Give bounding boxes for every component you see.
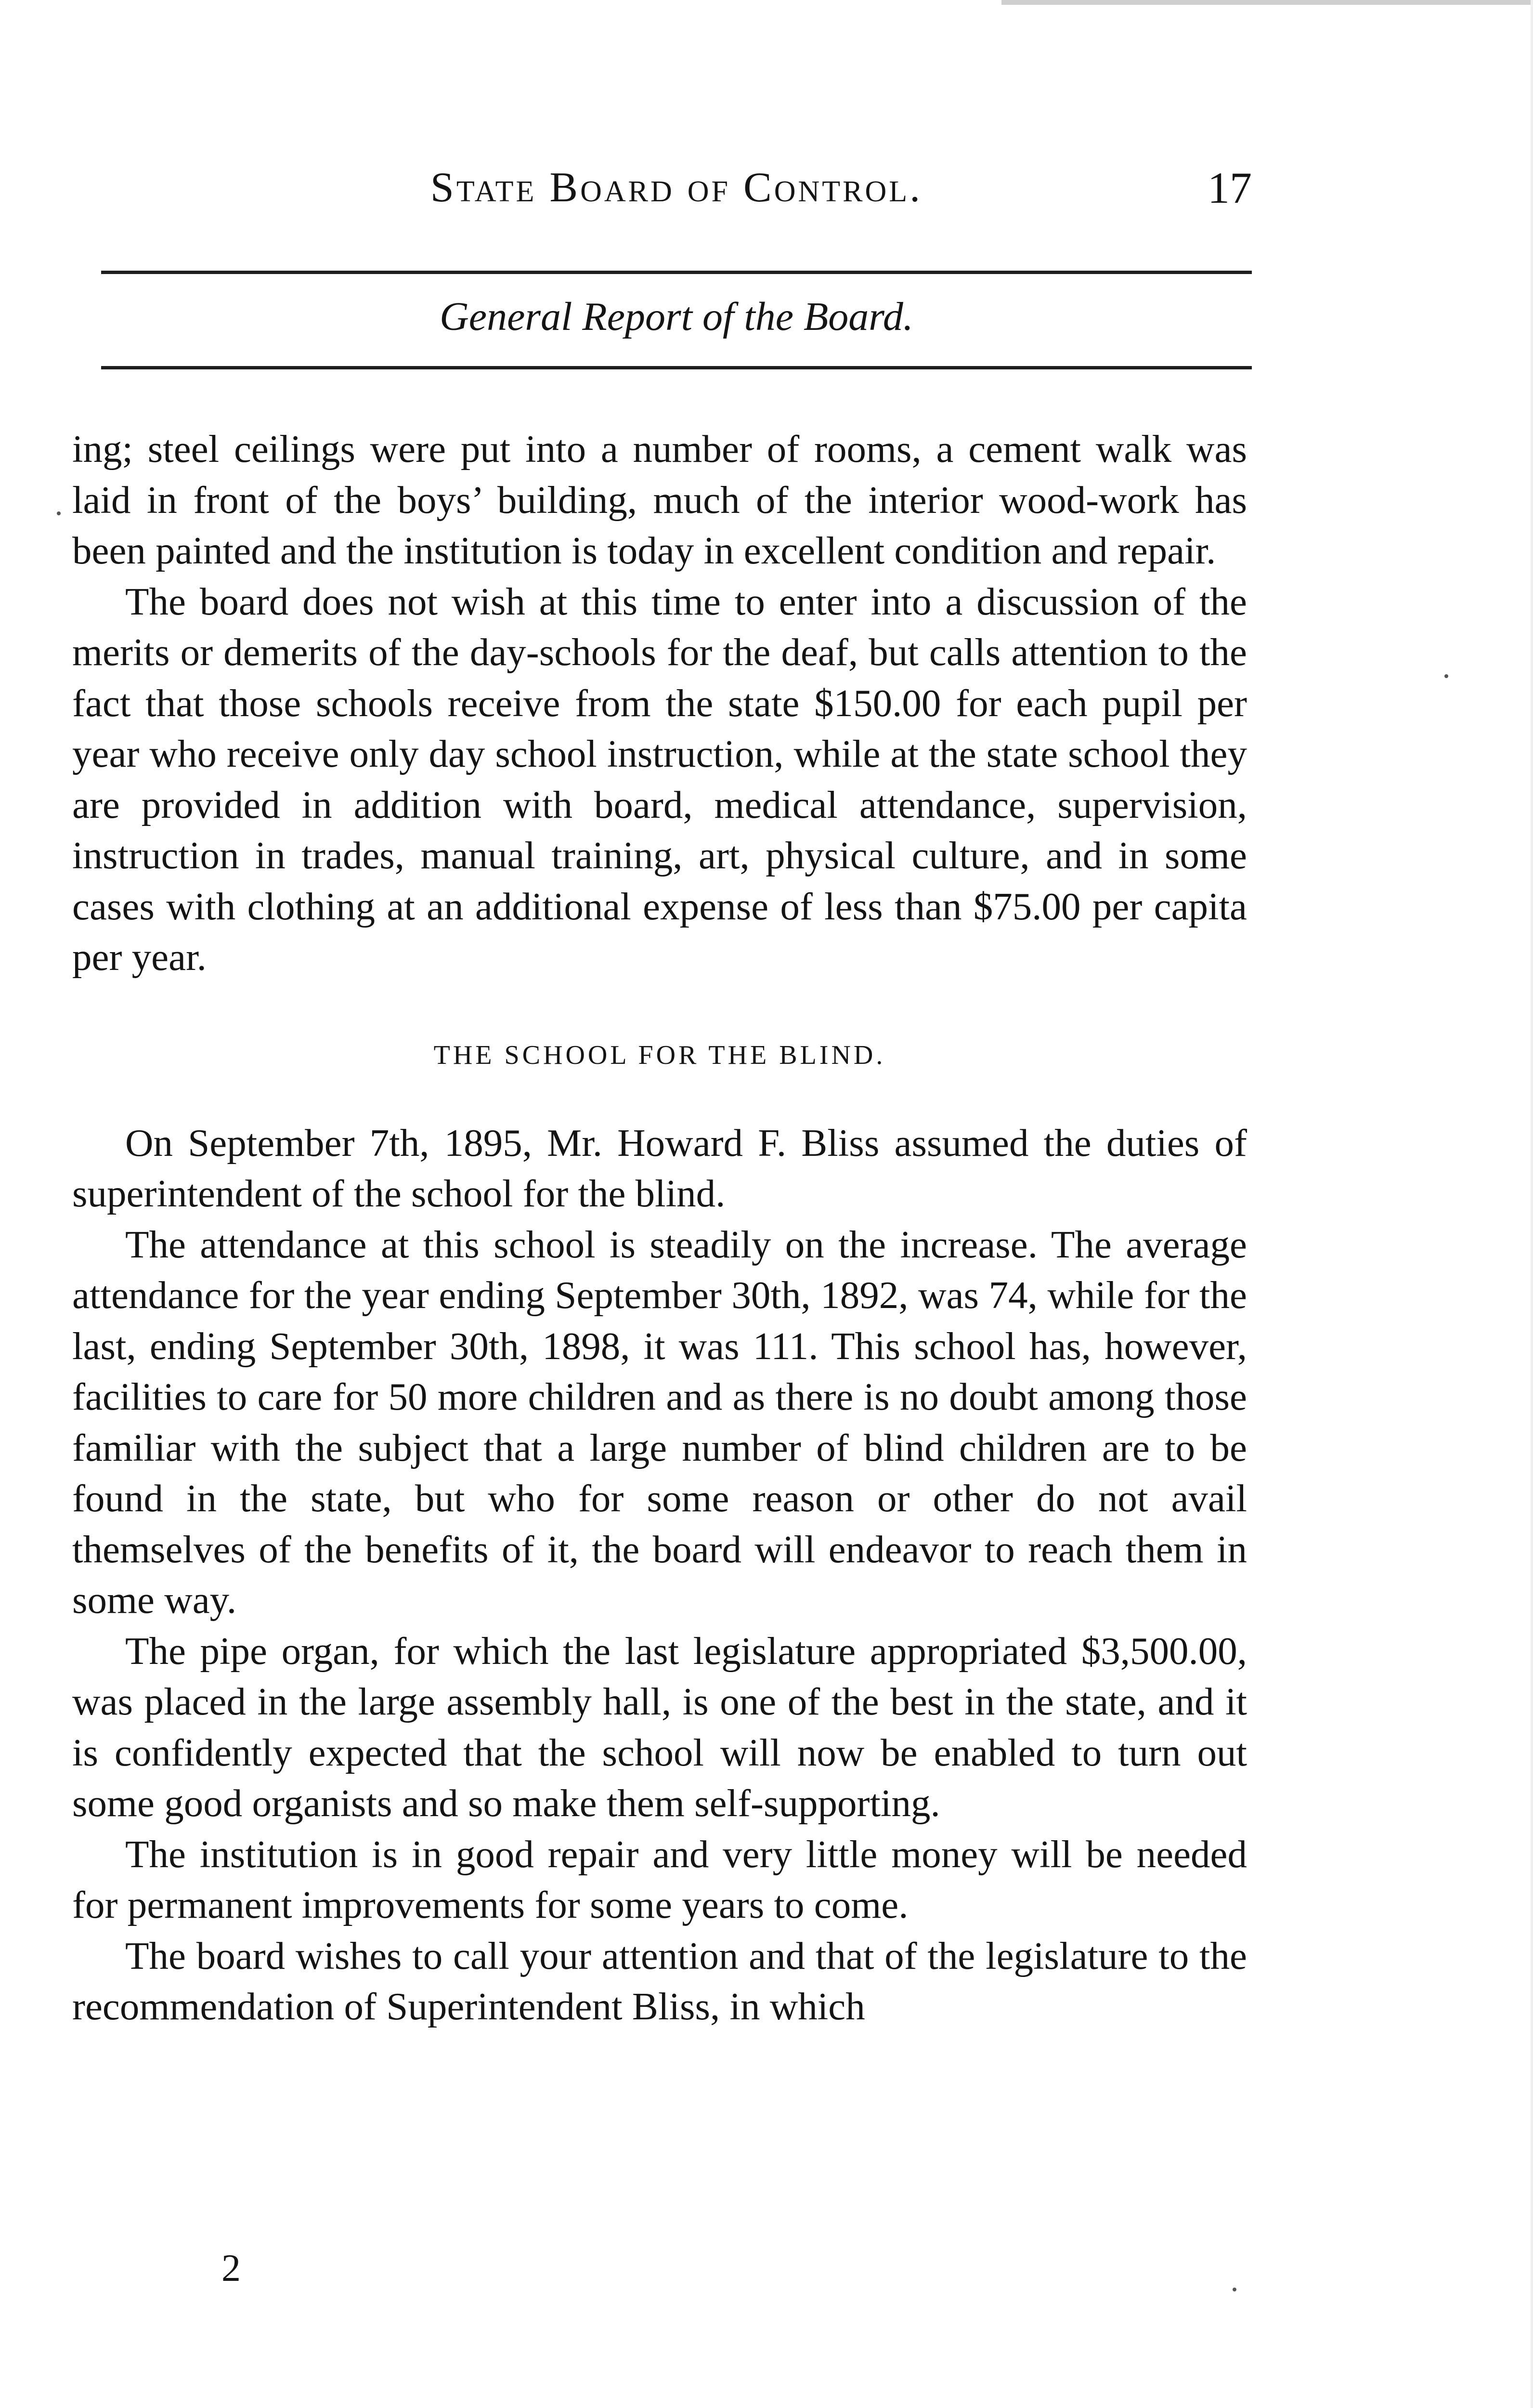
- page-edge-right: [1531, 0, 1533, 2408]
- paragraph: The pipe organ, for which the last legislature appropriated $3,500.00, was placed in the large assembly hall, is one of the best in the state, and it is confidently expected that the school will now be enabled to turn out some good organists and so make them self-supporting.: [72, 1629, 1247, 1825]
- paper-speck: [1444, 674, 1448, 678]
- paragraph: On September 7th, 1895, Mr. Howard F. Bliss assumed the duties of superintendent of the school for the blind.: [72, 1121, 1247, 1215]
- page-edge-top: [1001, 0, 1533, 5]
- page-number: 17: [1208, 163, 1252, 212]
- paper-speck: [57, 511, 61, 515]
- paragraph-continued: ing; steel ceilings were put into a number of rooms, a cement walk was laid in front of the boys’ building, much of the interior wood-work has been painted and the institution is today in excellent condition and repair.: [72, 427, 1247, 572]
- paragraph: The board wishes to call your attention and that of the legislature to the recommendation of Superintendent Bliss, in which: [72, 1934, 1247, 2028]
- paragraph: The institution is in good repair and very little money will be needed for permanent improvements for some years to come.: [72, 1832, 1247, 1926]
- signature-mark: 2: [221, 2247, 241, 2290]
- paper-speck: [1233, 2288, 1236, 2291]
- paragraph: The attendance at this school is steadily on the increase. The average attendance for the year ending September 30th, 1892, was 74, while for the last, ending September 30th, 1898, it was 111. This school has, however, facilities to care for 50 more children and as there is no doubt among those familiar with the subject that a large number of blind children are to be found in the state, but who for some reason or other do not avail themselves of the benefits of it, the board will endeavor to reach them in some way.: [72, 1222, 1247, 1622]
- subsection-heading: THE SCHOOL FOR THE BLIND.: [433, 1040, 886, 1070]
- paragraph: The board does not wish at this time to enter into a discussion of the merits or demerits of the day-schools for the deaf, but calls attention to the fact that those schools receive from the state $150.00 for each pupil per year who receive only day school instruction, while at the state school they are provided in addition with board, medical attendance, supervision, instruction in trades, manual training, art, physical culture, and in some cases with clothing at an additional expense of less than $75.00 per capita per year.: [72, 579, 1247, 979]
- running-head: [101, 159, 1252, 217]
- body-text: [72, 424, 1247, 2201]
- header-rule-top: [101, 271, 1252, 274]
- running-title: State Board of Control.: [430, 164, 923, 211]
- header-rule-bottom: [101, 366, 1252, 369]
- section-heading: General Report of the Board.: [440, 294, 913, 339]
